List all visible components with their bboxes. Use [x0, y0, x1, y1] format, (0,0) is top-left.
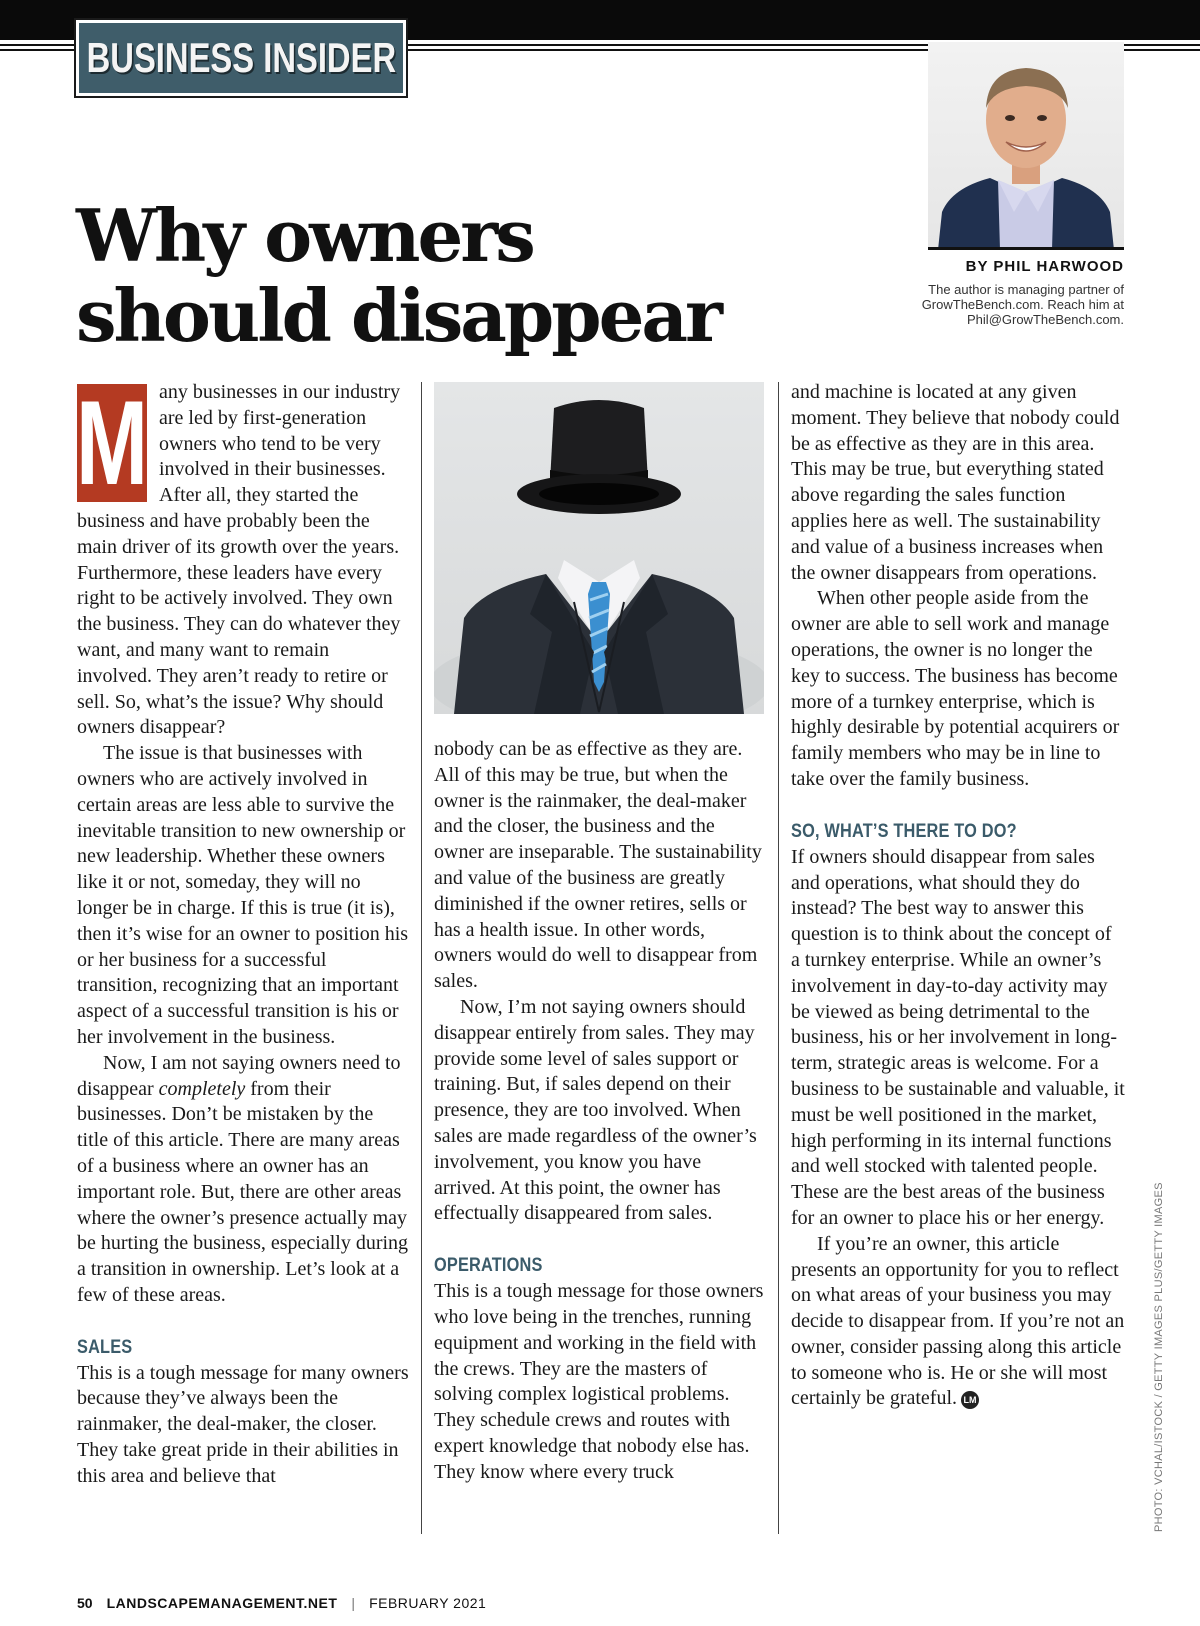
page-footer	[77, 1595, 486, 1611]
end-mark-icon: LM	[961, 1391, 979, 1409]
headless-suit-image	[434, 382, 764, 714]
author-email: Phil@GrowTheBench.com.	[967, 312, 1124, 327]
author-bio-line: The author is managing partner of	[928, 282, 1124, 297]
paragraph: This is a tough message for many owners because they’ve always been the rainmaker, the deal-maker, the closer. They take great pride in their abilities in this area and believe that	[77, 1361, 409, 1487]
article-column-3	[791, 380, 1125, 1412]
headline-line-2: should disappear	[76, 273, 720, 358]
section-tag-label: BUSINESS INSIDER	[86, 34, 396, 81]
paragraph: The issue is that businesses with owners who are actively involved in certain areas are less able to survive the inevitable transition to new ownership or new leadership. Whether these owners like it or not, someday, they will no longer be in charge. If this is true (it is), then it’s wise for an owner to position his or her business for a successful transition, recognizing that an important aspect of a successful transition is his or her involvement in the business.	[77, 742, 409, 1048]
author-bio	[820, 282, 1124, 327]
article-column-1	[76, 376, 409, 1490]
footer-separator: |	[351, 1595, 356, 1611]
paragraph: When other people aside from the owner are able to sell work and manage operations, the owner is no longer the key to success. The business has become more of a turnkey enterprise, which is highly desirable by potential acquirers or family members who may be in line to take over the family business.	[791, 587, 1120, 790]
author-photo	[928, 42, 1124, 250]
emphasis: completely	[158, 1077, 246, 1100]
paragraph: any businesses in our industry are led by first-generation owners who tend to be very involved in their businesses. After all, they started the business and have probably been the main driver of its growth over the years. Furthermore, these leaders have every right to be actively involved. They own the business. They can do whatever they want, and many want to remain involved. They aren’t ready to retire or sell. So, what’s the issue? Why should owners disappear?	[77, 381, 401, 739]
byline: BY PHIL HARWOOD	[965, 258, 1124, 275]
footer-date: FEBRUARY 2021	[369, 1595, 487, 1611]
paragraph: If owners should disappear from sales and operations, what should they do instead? The best way to answer this question is to think about the concept of a turnkey enterprise. While an owner’s involvement in day-to-day activity may be viewed as being detrimental to the business, his or her involvement in long-term, strategic areas is welcome. For a business to be sustainable and valuable, it must be well positioned in the market, high performing in its internal functions and well stocked with talented people. These are the best areas of the business for an owner to place his or her energy.	[791, 845, 1125, 1229]
paragraph: Now, I’m not saying owners should disappear entirely from sales. They may provide some level of sales support or training. But, if sales depend on their presence, they are too involved. When sales are made regardless of the owner’s involvement, you know you have arrived. At this point, the owner has effectually disappeared from sales.	[434, 995, 757, 1225]
column-divider	[778, 382, 779, 1534]
paragraph: This is a tough message for those owners who love being in the trenches, running equipment and working in the field with the crews. They are the masters of solving complex logistical problems. They schedule crews and routes with expert knowledge that nobody else has. They know where every truck	[434, 1280, 764, 1483]
section-tag	[76, 20, 406, 96]
paragraph: If you’re an owner, this article presents an opportunity for you to reflect on what areas of your business you may decide to disappear from. If you’re not an owner, consider passing along this article to someone who is. He or she will most certainly be grateful. LM	[791, 1232, 1125, 1410]
headline-line-1: Why owners	[76, 193, 533, 278]
page-number: 50	[77, 1595, 93, 1611]
footer-site: LANDSCAPEMANAGEMENT.NET	[106, 1595, 338, 1611]
subhead-sales: SALES	[77, 1336, 133, 1358]
drop-cap: M	[76, 376, 148, 510]
paragraph: nobody can be as effective as they are. All of this may be true, but when the owner is the rainmaker, the deal-maker and the closer, the business and the owner are inseparable. The sustainability and value of the business are greatly diminished if the owner retires, sells or has a health issue. In other words, owners would do well to disappear from sales.	[434, 738, 762, 993]
subhead-operations: OPERATIONS	[434, 1255, 543, 1277]
hat-suit-illustration	[434, 382, 764, 714]
subhead-what-to-do: SO, WHAT’S THERE TO DO?	[791, 820, 1017, 842]
paragraph: Now, I am not saying owners need to disappear completely from their businesses. Don’t be mistaken by the title of this article. There are many areas of a business where an owner has an important role. But, there are other areas where the owner’s presence actually may be hurting the business, especially during a transition in ownership. Let’s look at a few of these areas.	[77, 1051, 409, 1306]
paragraph: and machine is located at any given moment. They believe that nobody could be as effective as they are in this area. This may be true, but everything stated above regarding the sales function applies here as well. The sustainability and value of a business increases when the owner disappears from operations.	[791, 381, 1120, 584]
headline	[76, 193, 796, 358]
article-column-2	[434, 737, 764, 1486]
photo-credit: PHOTO: VCHAL/ISTOCK / GETTY IMAGES PLUS/GETTY IMAGES	[1153, 1182, 1165, 1532]
column-divider	[421, 382, 422, 1534]
author-portrait	[928, 42, 1124, 250]
author-bio-line: GrowTheBench.com. Reach him at	[921, 297, 1124, 312]
